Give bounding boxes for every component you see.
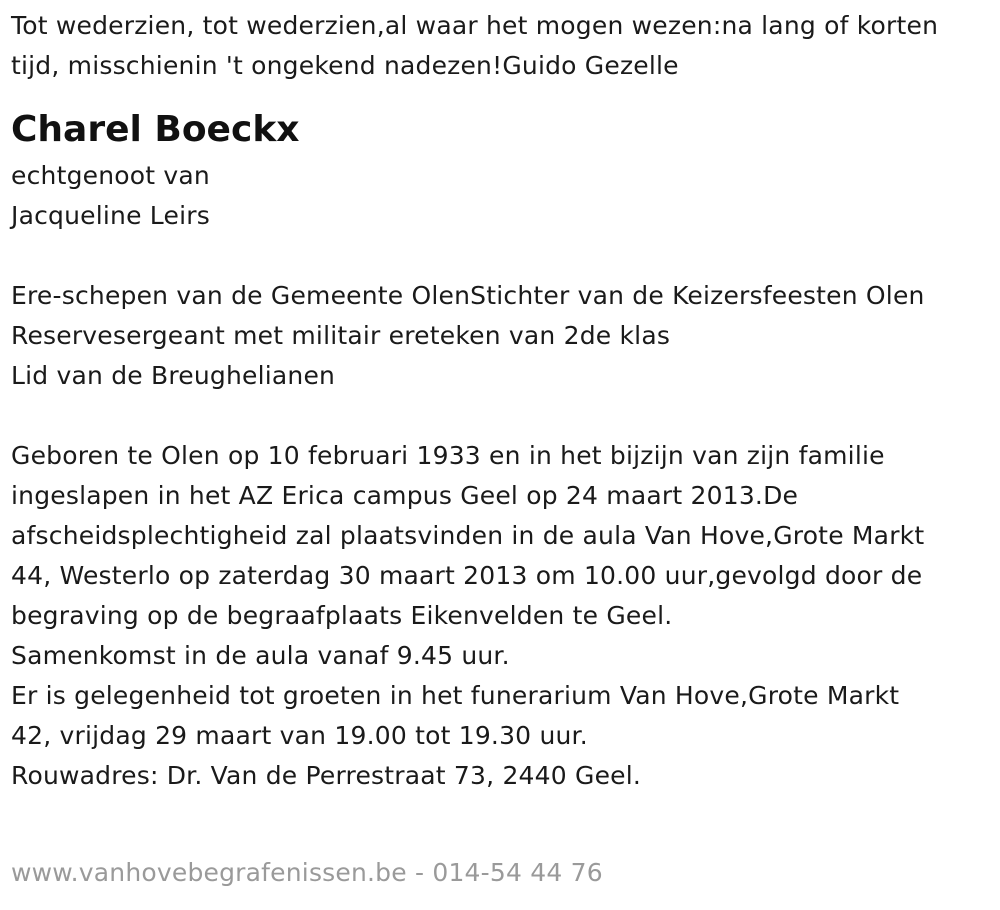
title-line: Ere-schepen van de Gemeente OlenStichter van de Keizersfeesten Olen [11, 281, 925, 310]
spacer [11, 236, 996, 276]
poem-line: Tot wederzien, tot wederzien,al waar het mogen wezen:na lang of korten [11, 11, 939, 40]
detail-line: afscheidsplechtigheid zal plaatsvinden in de aula Van Hove,Grote Markt [11, 521, 925, 550]
spouse-relation: echtgenoot van [11, 161, 210, 190]
footer-contact: www.vanhovebegrafenissen.be - 014-54 44 76 [11, 858, 603, 887]
title-line: Reservesergeant met militair ereteken van 2de klas [11, 321, 671, 350]
detail-line: Er is gelegenheid tot groeten in het funerarium Van Hove,Grote Markt [11, 681, 900, 710]
titles-block [11, 276, 996, 396]
detail-line: begraving op de begraafplaats Eikenvelden te Geel. [11, 601, 673, 630]
deceased-name: Charel Boeckx [11, 109, 300, 150]
spacer [11, 396, 996, 436]
details-block [11, 436, 996, 796]
detail-line: Geboren te Olen op 10 februari 1933 en in het bijzijn van zijn familie [11, 441, 885, 470]
detail-line: 42, vrijdag 29 maart van 19.00 tot 19.30 uur. [11, 721, 588, 750]
detail-line: Rouwadres: Dr. Van de Perrestraat 73, 2440 Geel. [11, 761, 642, 790]
spouse-name: Jacqueline Leirs [11, 201, 210, 230]
poem-quote [11, 0, 996, 86]
obituary-notice [11, 0, 996, 796]
title-line: Lid van de Breughelianen [11, 361, 336, 390]
detail-line: 44, Westerlo op zaterdag 30 maart 2013 om 10.00 uur,gevolgd door de [11, 561, 923, 590]
detail-line: Samenkomst in de aula vanaf 9.45 uur. [11, 641, 510, 670]
spouse-block [11, 156, 996, 236]
poem-line: tijd, misschienin 't ongekend nadezen!Guido Gezelle [11, 51, 679, 80]
detail-line: ingeslapen in het AZ Erica campus Geel op 24 maart 2013.De [11, 481, 799, 510]
